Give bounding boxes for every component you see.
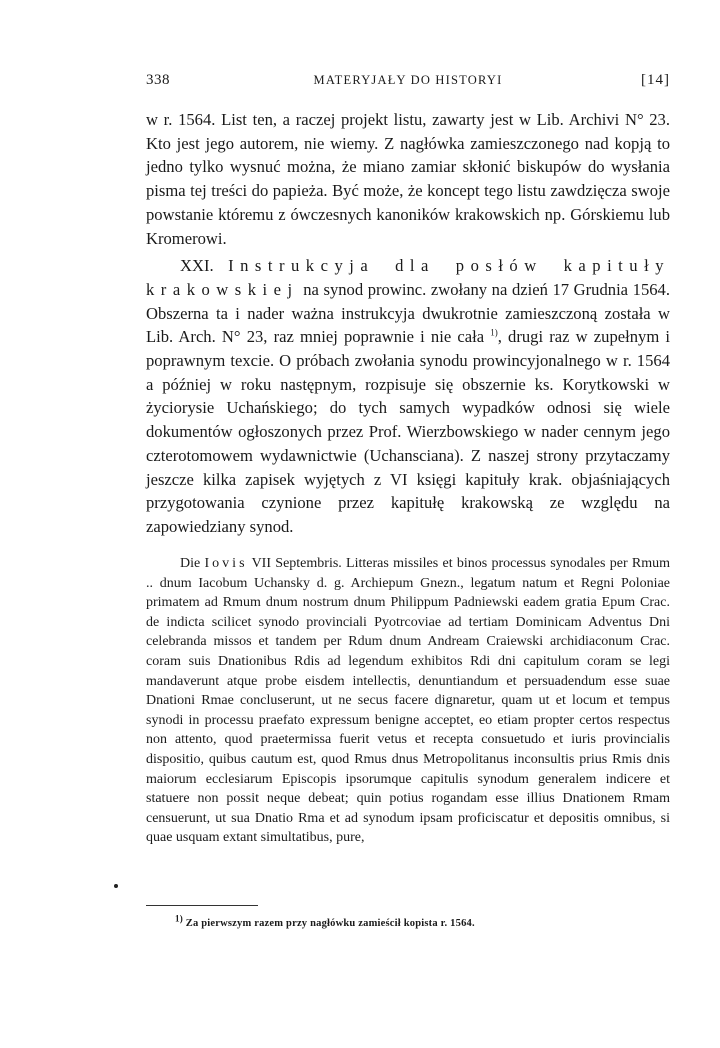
page-number: 338 [146, 72, 170, 88]
section-number: XXI. [180, 256, 214, 276]
latin-quotation [146, 554, 670, 848]
footnote-mark: 1) [175, 913, 183, 924]
latin-day-name: Iovis [204, 556, 248, 571]
paragraph-instruction-text-2: , drugi raz w zupełnym i poprawnym texcie. O próbach zwołania synodu prowincyjonalnego w r. 1564 a później w roku następnym, rozpisuje się obszernie ks. Korytkowski w życiorysie Uchańskiego; do tych samych wypadków odnosi się wiele dokumentów ogłoszonych przez Prof. Wierzbowskiego w nader cennym jego czterotomowem wydawnictwie (Uchansciana). Z naszej strony przytaczamy jeszcze kilka zapisek wyjętych z VI księgi kapituły krak. objaśniających przygotowania czynione przez kapitułę krakowską ze względu na zapowiedziany synod. [146, 327, 671, 536]
body-text [146, 108, 670, 539]
latin-text: VII Septembris. Litteras missiles et binos processus synodales per Rmum .. dnum Iacobum Uchansky d. g. Archiepum Gnezn., legatum natum et Regni Poloniae primatem ad Rmum dnum nostrum dnum Philippum Padniewski eadem gratia Epum Crac. de indicta scilicet synodo provinciali Pyotrcoviae ad tertiam Dominicam Adventus Dni celebranda missos et tandem per Rdum dnum Andream Craiewski archidiaconum Crac. coram suis Dnationibus Rdis ad legendum exhibitos Rdi dni capitulum coram se legi mandaverunt atque probe eisdem intellectis, denuntiandum et persuadendum esse suae Dnationi Rmae concluserunt, ut ne secus facere dignaretur, quam ut et locum et tempus synodi in processu praefato expressum benigne acceptet, eo etiam propter certos respectus non attento, quod praetermissa fuerit vetus et recepta consuetudo et iuris provincialis dispositio, quibus cautum est, quod Rmus dnus Metropolitanus inconsultis prius Rmis dnis maiorum ecclesiarum Episcopis ipsorumque capitulis synodum generalem indicere et statuere non possit neque debeat; quin potius rogandam esse illius Dnationem Rmam censuerunt, ut sua Dnatio Rma et ad synodum ipsam proficiscatur et depositis omnibus, si quae usquam extant simultatibus, pure, [146, 556, 671, 846]
signature-mark: [14] [641, 72, 670, 88]
latin-paragraph [146, 554, 670, 848]
section-title: Instrukcyja dla posłów kapituły krakowskiej [146, 256, 670, 299]
paragraph-instruction-text-1: na synod prowinc. zwołany na dzień 17 Grudnia 1564. Obszerna ta i nader ważna instrukcyja dwukrotnie zamieszczoną została w Lib. Arch. N° 23, raz mniej poprawnie i nie cała [146, 279, 670, 347]
running-title: MATERYJAŁY DO HISTORYI [313, 73, 503, 87]
footnote-reference: 1) [490, 327, 498, 338]
paragraph-intro: w r. 1564. List ten, a raczej projekt listu, zawarty jest w Lib. Archivi N° 23. Kto jest jego autorem, nie wiemy. Z nagłówka zamieszczonego nad kopją to jedno tylko wysnuć można, że miano zamiar skłonić biskupów do wysłania pisma tej treści do papieża. Być może, że koncept tego listu zawdzięcza swoje powstanie któremu z ówczesnych kanoników krakowskich np. Górskiemu lub Kromerowi. [146, 110, 670, 248]
latin-day-prefix: Die [180, 556, 201, 571]
margin-dot [114, 884, 118, 888]
footnote-text: Za pierwszym razem przy nagłówku zamieścił kopista r. 1564. [185, 918, 475, 929]
paragraph-instruction [146, 254, 670, 538]
page-header [146, 72, 670, 92]
footnote-rule [146, 905, 258, 906]
footnote [175, 913, 670, 929]
